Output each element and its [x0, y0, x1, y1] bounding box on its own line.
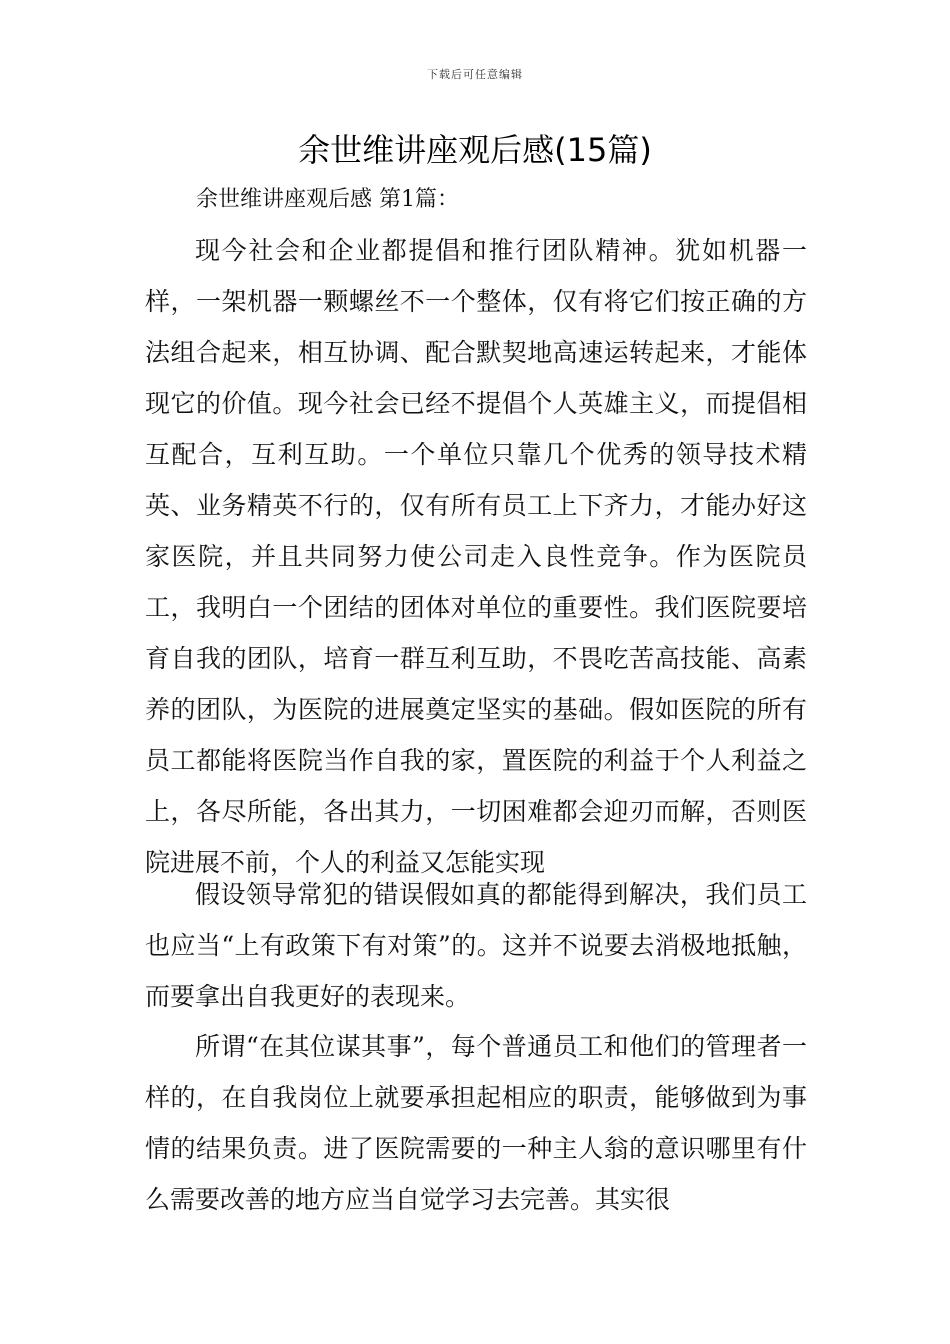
paragraph-1: [145, 225, 807, 888]
header-watermark: 下载后可任意编辑: [427, 68, 523, 81]
paragraph-2: [145, 869, 807, 1022]
paragraph-text: 假设领导常犯的错误假如真的都能得到解决，我们员工也应当“上有政策下有对策”的。这并不说要去消极地抵触，而要拿出自我更好的表现来。: [145, 880, 807, 1011]
document-title: 余世维讲座观后感(15篇): [298, 131, 652, 169]
paragraph-text: 所谓“在其位谋其事”，每个普通员工和他们的管理者一样的，在自我岗位上就要承担起相应的职责，能够做到为事情的结果负责。进了医院需要的一种主人翁的意识哪里有什么需要改善的地方应当自觉学习去完善。其实很: [145, 1032, 807, 1214]
paragraph-3: [145, 1021, 807, 1225]
paragraph-text: 现今社会和企业都提倡和推行团队精神。犹如机器一样，一架机器一颗螺丝不一个整体，仅有将它们按正确的方法组合起来，相互协调、配合默契地高速运转起来，才能体现它的价值。现今社会已经不提倡个人英雄主义，而提倡相互配合，互利互助。一个单位只靠几个优秀的领导技术精英、业务精英不行的，仅有所有员工上下齐力，才能办好这家医院，并且共同努力使公司走入良性竞争。作为医院员工，我明白一个团结的团体对单位的重要性。我们医院要培育自我的团队，培育一群互利互助，不畏吃苦高技能、高素养的团队，为医院的进展奠定坚实的基础。假如医院的所有员工都能将医院当作自我的家，置医院的利益于个人利益之上，各尽所能，各出其力，一切困难都会迎刃而解，否则医院进展不前，个人的利益又怎能实现: [145, 236, 807, 877]
document-subtitle: 余世维讲座观后感 第1篇：: [196, 187, 459, 212]
